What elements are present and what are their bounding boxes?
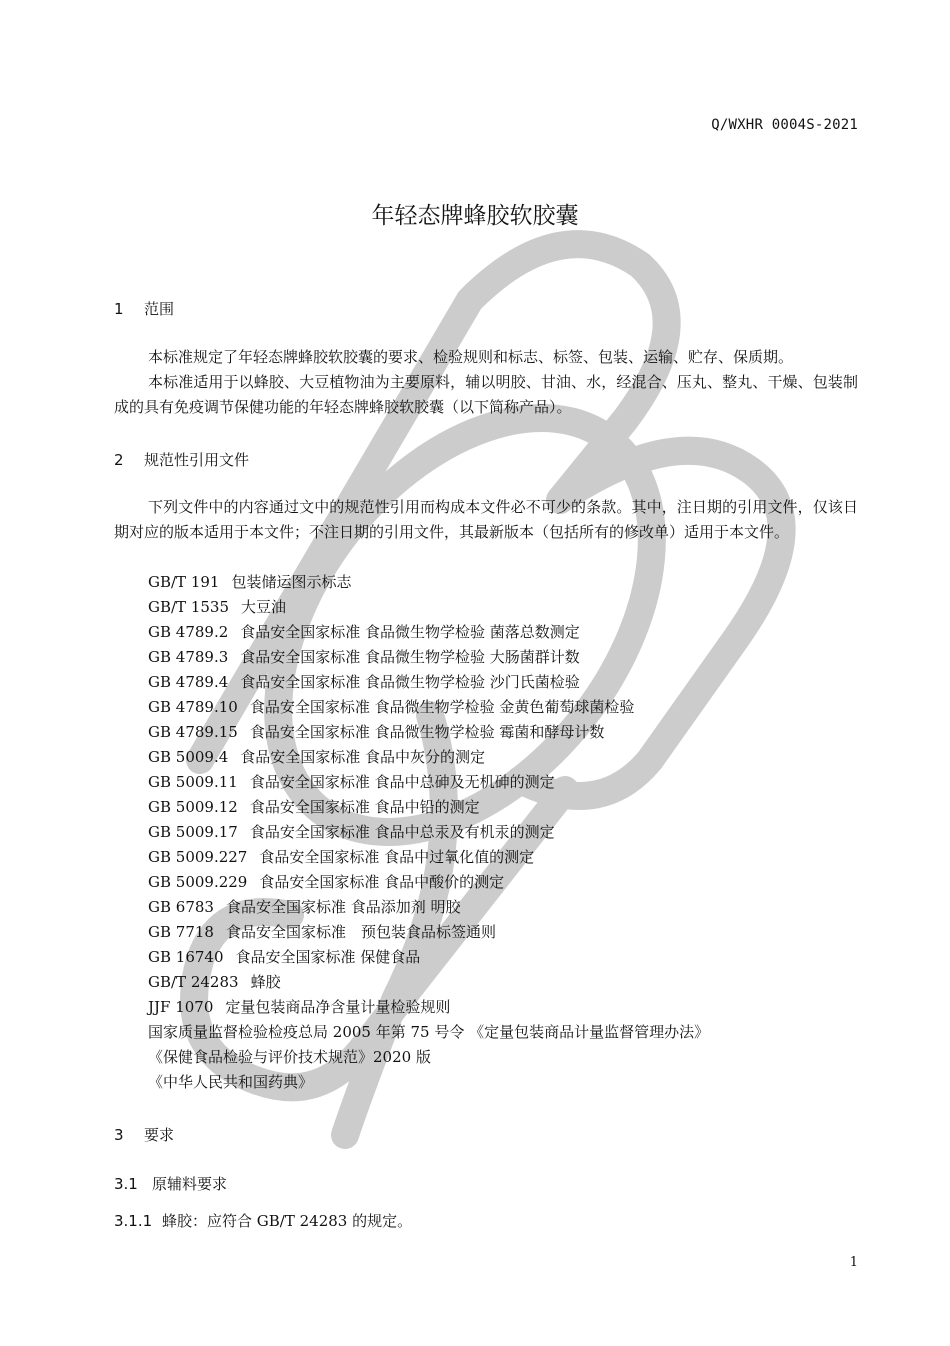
list-item: GB 4789.2 食品安全国家标准 食品微生物学检验 菌落总数测定	[148, 623, 580, 641]
subsection-number: 3.1	[114, 1175, 138, 1193]
list-item: 国家质量监督检验检疫总局 2005 年第 75 号令 《定量包装商品计量监督管理办法》	[148, 1023, 710, 1041]
list-item: GB 5009.227 食品安全国家标准 食品中过氧化值的测定	[148, 848, 535, 866]
list-item: GB 4789.4 食品安全国家标准 食品微生物学检验 沙门氏菌检验	[148, 673, 580, 691]
reference-list	[148, 570, 709, 1095]
list-item: GB 4789.3 食品安全国家标准 食品微生物学检验 大肠菌群计数	[148, 648, 580, 666]
section-number: 2	[114, 451, 124, 469]
section-title: 要求	[144, 1126, 175, 1144]
section-heading-scope	[114, 298, 174, 319]
page-number: 1	[849, 1255, 858, 1270]
section-heading-requirements	[114, 1124, 174, 1145]
list-item: GB 5009.17 食品安全国家标准 食品中总汞及有机汞的测定	[148, 823, 555, 841]
list-item: GB 5009.11 食品安全国家标准 食品中总砷及无机砷的测定	[148, 773, 555, 791]
list-item: GB 7718 食品安全国家标准 预包装食品标签通则	[148, 923, 496, 941]
section-number: 1	[114, 300, 124, 318]
list-item: GB 5009.12 食品安全国家标准 食品中铅的测定	[148, 798, 480, 816]
clause-3-1-1	[114, 1210, 412, 1231]
list-item: GB/T 1535 大豆油	[148, 598, 287, 616]
page-title: 年轻态牌蜂胶软胶囊	[371, 203, 579, 229]
list-item: GB/T 24283 蜂胶	[148, 973, 281, 991]
list-item: GB/T 191 包装储运图示标志	[148, 573, 352, 591]
normative-intro: 下列文件中的内容通过文中的规范性引用而构成本文件必不可少的条款。其中，注日期的引用文件，仅该日期对应的版本适用于本文件；不注日期的引用文件，其最新版本（包括所有的修改单）适用于本文件。	[114, 498, 858, 541]
list-item: 《保健食品检验与评价技术规范》2020 版	[148, 1048, 431, 1066]
section-title: 规范性引用文件	[144, 451, 250, 469]
list-item: GB 5009.4 食品安全国家标准 食品中灰分的测定	[148, 748, 486, 766]
list-item: GB 16740 食品安全国家标准 保健食品	[148, 948, 421, 966]
subsection-title: 原辅料要求	[152, 1175, 228, 1193]
list-item: GB 4789.15 食品安全国家标准 食品微生物学检验 霉菌和酵母计数	[148, 723, 605, 741]
clause-number: 3.1.1	[114, 1212, 153, 1230]
scope-paragraph-1: 本标准规定了年轻态牌蜂胶软胶囊的要求、检验规则和标志、标签、包装、运输、贮存、保质期。	[148, 348, 794, 366]
list-item: 《中华人民共和国药典》	[148, 1073, 314, 1091]
list-item: GB 6783 食品安全国家标准 食品添加剂 明胶	[148, 898, 461, 916]
list-item: JJF 1070 定量包装商品净含量计量检验规则	[148, 998, 451, 1016]
clause-text: 蜂胶：应符合 GB/T 24283 的规定。	[162, 1212, 413, 1230]
section-title: 范围	[144, 300, 175, 318]
list-item: GB 5009.229 食品安全国家标准 食品中酸价的测定	[148, 873, 505, 891]
subsection-heading-raw-materials	[114, 1173, 227, 1194]
scope-paragraph-2: 本标准适用于以蜂胶、大豆植物油为主要原料，辅以明胶、甘油、水，经混合、压丸、整丸、干燥、包装制成的具有免疫调节保健功能的年轻态牌蜂胶软胶囊（以下简称产品）。	[114, 373, 858, 416]
section-heading-normative	[114, 449, 249, 470]
document-code: Q/WXHR 0004S-2021	[711, 117, 858, 133]
section-number: 3	[114, 1126, 124, 1144]
list-item: GB 4789.10 食品安全国家标准 食品微生物学检验 金黄色葡萄球菌检验	[148, 698, 635, 716]
